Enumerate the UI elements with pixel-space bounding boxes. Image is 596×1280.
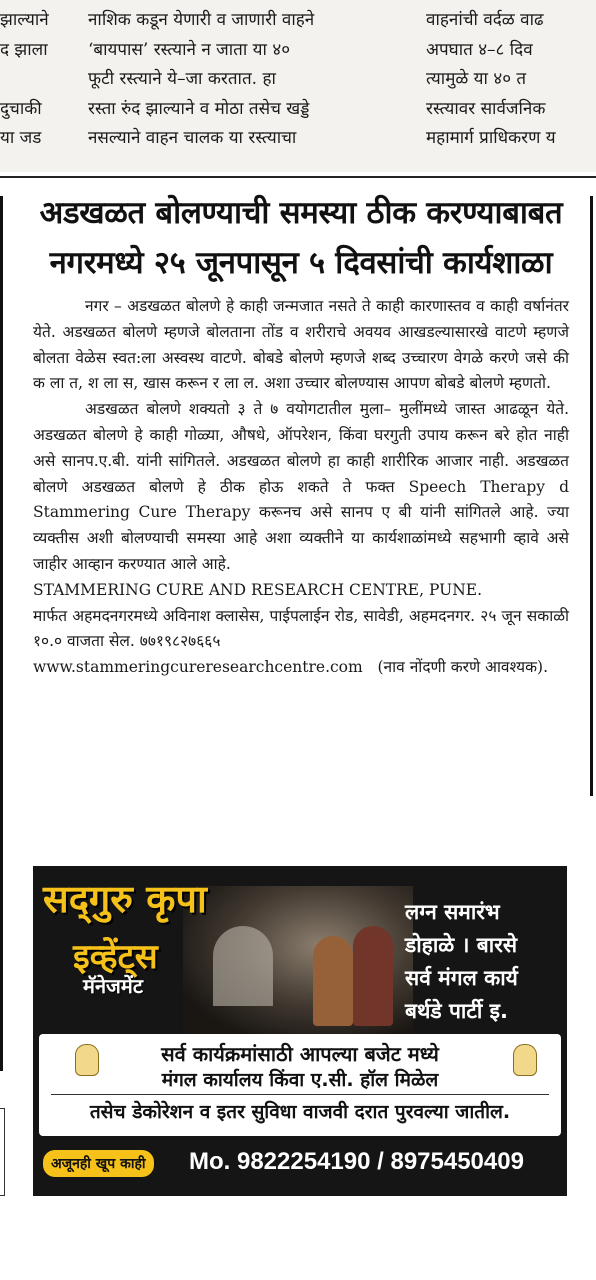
ad-brand-management: मॅनेजमेंट [83, 974, 143, 998]
paragraph-2: अडखळत बोलणे शक्यतो ३ ते ७ वयोगटातील मुला– मुलींमध्ये जास्त आढळून येते. अडखळत बोलणे हे काही गोळ्या, औषधे, ऑपरेशन, किंवा घरगुती उपाय करून बरे होत नाही असे सानप.ए.बी. यांनी सांगितले. अडखळत बोलणे हा काही शारीरिक आजार नाही. अडखळत बोलणे अडखळत बोलणे हे ठीक होऊ शकते ते फक्त Speech Therapy d Stammering Cure Therapy करूनच असे सानप ए बी यांनी सांगितले आहे. ज्या व्यक्तीस अशी बोलण्याची समस्या आहे अशा व्यक्तीने या कार्यशाळांमध्ये सहभागी व्हावे असे जाहीर आव्हान करण्यात आले आहे. [33, 400, 569, 573]
left-edge-box [0, 1108, 5, 1196]
text-line: रस्ता रुंद झाल्याने व मोठा तसेच खड्डे [88, 98, 310, 119]
ad-more-tag: अजूनही खूप काही [43, 1150, 154, 1177]
text-line: त्यामुळे या ४० त [426, 69, 527, 89]
right-border-rule [590, 196, 593, 796]
headline-line-2: नगरमध्ये २५ जूनपासून ५ दिवसांची कार्यशाळा [49, 245, 553, 281]
registration-note: (नाव नोंदणी करणे आवश्यक). [377, 658, 548, 677]
ad-services-list [405, 896, 518, 1028]
text-line: वाहनांची वर्दळ वाढ [426, 10, 544, 30]
service-item: बर्थडे पार्टी इ. [405, 999, 508, 1023]
event-management-advertisement [33, 866, 567, 1196]
wedding-photo [183, 886, 413, 1036]
paragraph-1: नगर – अडखळत बोलणे हे काही जन्मजात नसते ते काही कारणास्तव व काही वर्षानंतर येते. अडखळत बोलणे म्हणजे बोलताना तोंड व शरीराचे अवयव आखडल्यासारखे वाटणे म्हणजे बोलता वेळेस स्वत:ला अस्वस्थ वाटणे. बोबडे बोलणे म्हणजे शब्द उच्चारण वेगळे करणे जसे की क ला त, श ला स, खास करून र ला ल. अशा उच्चार बोलण्यास आपण बोबडे बोलणे म्हणतो. [33, 297, 569, 393]
ad-brand-title: सद्‌गुरु कृपा [43, 877, 207, 921]
headline-line-1: अडखळत बोलण्याची समस्या ठीक करण्याबाबत [39, 195, 563, 231]
contact-line [33, 655, 569, 681]
text-line: ‘बायपास’ रस्त्याने न जाता या ४० [88, 39, 291, 60]
bride-figure [313, 936, 353, 1026]
right-column-fragment [426, 6, 596, 154]
text-line: द झाला [0, 39, 48, 60]
service-item: सर्व मंगल कार्य [405, 966, 518, 990]
text-line: दुचाकी [0, 98, 42, 119]
text-line: फूटी रस्त्याने ये–जा करतात. हा [88, 69, 276, 89]
news-article [33, 188, 569, 681]
text-line: झाल्याने [0, 10, 49, 30]
website-link[interactable]: www.stammeringcureresearchcentre.com [33, 658, 363, 677]
text-line: नसल्याने वाहन चालक या रस्त्याचा [88, 128, 297, 148]
ad-decoration-line: तसेच डेकोरेशन व इतर सुविधा वाजवी दरात पुरवल्या जातील. [89, 1101, 511, 1123]
ad-budget-line: सर्व कार्यक्रमांसाठी आपल्या बजेट मध्ये [161, 1042, 439, 1066]
left-column-fragment [0, 6, 70, 154]
text-line: महामार्ग प्राधिकरण य [426, 128, 556, 148]
left-border-rule [0, 196, 3, 1071]
decor-arch [213, 926, 273, 1006]
banner-divider [51, 1094, 549, 1095]
section-divider [0, 176, 596, 178]
groom-figure [353, 926, 393, 1026]
text-line [0, 65, 70, 95]
text-line: रस्त्यावर सार्वजनिक [426, 98, 546, 119]
ad-phone-numbers: Mo. 9822254190 / 8975450409 [189, 1148, 524, 1175]
text-line: या जड [0, 128, 42, 148]
text-line: नाशिक कडून येणारी व जाणारी वाहने [88, 10, 315, 30]
ad-info-banner [39, 1034, 561, 1136]
organization-name: STAMMERING CURE AND RESEARCH CENTRE, PUNE. [33, 580, 482, 599]
service-item: लग्न समारंभ [405, 900, 500, 924]
article-body [33, 294, 569, 681]
ad-contact-bar [33, 1142, 567, 1196]
paragraph-3: मार्फत अहमदनगरमध्ये अविनाश क्लासेस, पाईपलाईन रोड, सावेडी, अहमदनगर. २५ जून सकाळी १०.० वाजता सेल. ७७१९८२७६६५ [33, 606, 569, 651]
service-item: डोहाळे । बारसे [405, 933, 518, 957]
ad-hall-line: मंगल कार्यालय किंवा ए.सी. हॉल मिळेल [161, 1069, 439, 1091]
ad-brand-events: इव्हेंट्स [73, 937, 158, 977]
middle-column-fragment [88, 6, 408, 154]
text-line: अपघात ४–८ दिव [426, 39, 533, 60]
